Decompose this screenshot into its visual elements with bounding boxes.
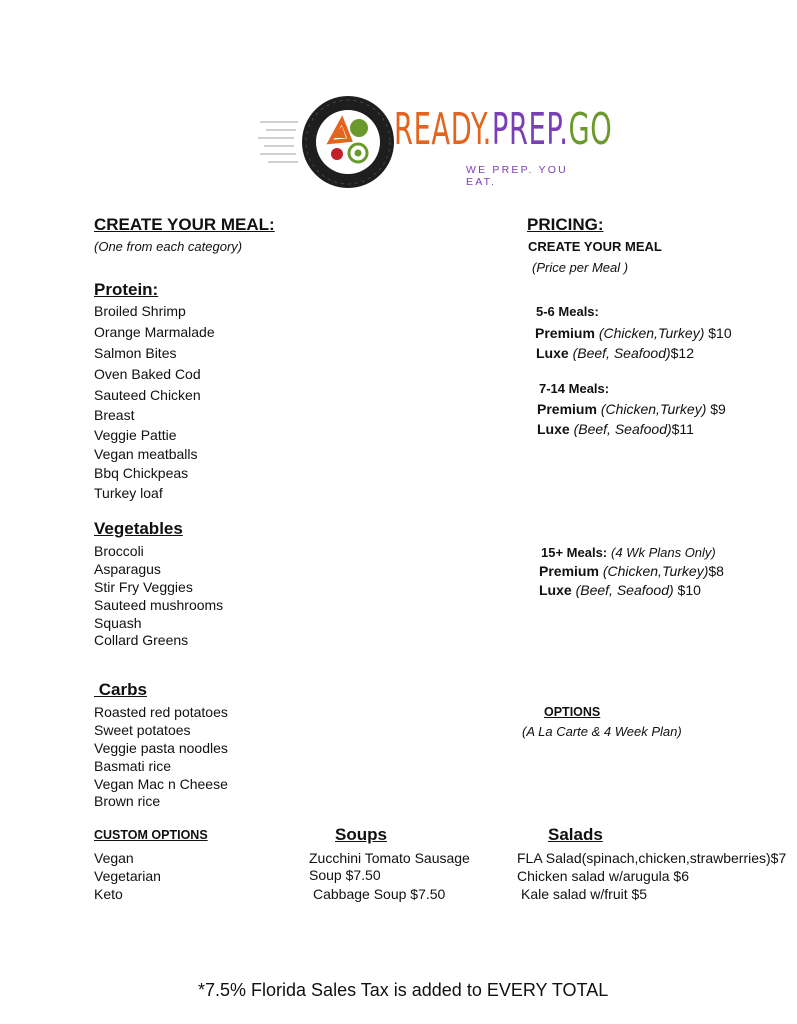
premium-label: Premium	[535, 325, 595, 341]
sales-tax-note: *7.5% Florida Sales Tax is added to EVERY TOTAL	[198, 980, 609, 1000]
list-item: Cabbage Soup $7.50	[313, 886, 446, 902]
tier-note: (4 Wk Plans Only)	[611, 545, 716, 560]
premium-desc: (Chicken,Turkey)	[602, 563, 709, 579]
premium-price: $10	[704, 325, 732, 341]
list-item: Vegan Mac n Cheese	[94, 776, 228, 792]
tier-luxe	[537, 421, 726, 441]
tier-7-14	[537, 381, 726, 441]
list-item: Kale salad w/fruit $5	[521, 886, 648, 902]
list-item: Oven Baked Cod	[94, 366, 201, 382]
list-item: Stir Fry Veggies	[94, 579, 193, 595]
create-meal-title: CREATE YOUR MEAL:	[94, 215, 275, 234]
list-item: Soup $7.50	[309, 867, 381, 883]
list-item: Asparagus	[94, 561, 161, 577]
salads-list	[517, 849, 786, 903]
list-item: Veggie Pattie	[94, 427, 177, 443]
protein-list	[94, 302, 215, 503]
luxe-price: $12	[670, 345, 694, 361]
list-item: Zucchini Tomato Sausage	[309, 850, 470, 866]
tier-premium	[537, 401, 726, 421]
protein-heading: Protein:	[94, 280, 159, 299]
vegetables-heading: Vegetables	[94, 519, 183, 538]
list-item: FLA Salad(spinach,chicken,strawberries)$7	[517, 850, 787, 866]
premium-price: $8	[708, 563, 724, 579]
premium-price: $9	[706, 401, 726, 417]
wheel-plate-icon	[258, 92, 394, 192]
tier-15-plus	[539, 544, 724, 601]
brand-wordmark	[394, 104, 612, 155]
list-item: Brown rice	[94, 793, 161, 809]
salads-heading: Salads	[548, 825, 603, 844]
brand-logo	[258, 92, 613, 192]
soups-list	[309, 849, 470, 903]
list-item: Sauteed mushrooms	[94, 597, 224, 613]
list-item: Broiled Shrimp	[94, 303, 186, 319]
list-item: Collard Greens	[94, 632, 189, 648]
list-item: Turkey loaf	[94, 485, 163, 501]
tier-label: 15+ Meals:	[541, 545, 608, 560]
tier-header	[541, 544, 724, 563]
luxe-price: $11	[671, 421, 694, 437]
brand-tagline: WE PREP. YOU EAT.	[466, 164, 568, 188]
list-item: Sauteed Chicken	[94, 387, 201, 403]
tier-luxe	[539, 582, 724, 601]
list-item: Vegetarian	[94, 868, 161, 884]
list-item: Veggie pasta noodles	[94, 740, 228, 756]
list-item: Squash	[94, 615, 142, 631]
list-item: Chicken salad w/arugula $6	[517, 868, 689, 884]
tier-premium	[539, 563, 724, 582]
luxe-label: Luxe	[539, 582, 572, 598]
options-title: OPTIONS	[544, 705, 601, 719]
list-item: Basmati rice	[94, 758, 172, 774]
premium-desc: (Chicken,Turkey)	[598, 325, 705, 341]
tier-luxe	[536, 345, 732, 365]
list-item: Roasted red potatoes	[94, 704, 228, 720]
carbs-list	[94, 703, 228, 809]
list-item: Orange Marmalade	[94, 324, 215, 340]
list-item: Vegan	[94, 850, 134, 866]
list-item: Vegan meatballs	[94, 446, 198, 462]
soups-heading: Soups	[335, 825, 387, 844]
list-item: Salmon Bites	[94, 345, 177, 361]
luxe-desc: (Beef, Seafood)	[572, 345, 671, 361]
tier-premium	[535, 325, 732, 345]
pricing-title: PRICING:	[527, 215, 604, 234]
premium-desc: (Chicken,Turkey)	[600, 401, 707, 417]
list-item: Bbq Chickpeas	[94, 465, 189, 481]
tier-label: 7-14 Meals:	[539, 381, 610, 396]
luxe-desc: (Beef, Seafood)	[575, 582, 674, 598]
premium-label: Premium	[537, 401, 597, 417]
pricing-subtitle: CREATE YOUR MEAL	[528, 239, 662, 254]
custom-options-heading: CUSTOM OPTIONS	[94, 828, 208, 842]
luxe-label: Luxe	[536, 345, 569, 361]
brand-word-go: GO	[568, 104, 613, 155]
list-item: Sweet potatoes	[94, 722, 191, 738]
luxe-label: Luxe	[537, 421, 570, 437]
options-subtitle: (A La Carte & 4 Week Plan)	[522, 724, 682, 739]
create-meal-subtitle: (One from each category)	[94, 239, 243, 254]
carbs-heading: Carbs	[94, 680, 147, 699]
custom-options-list	[94, 849, 161, 903]
tier-5-6	[536, 304, 732, 365]
luxe-price: $10	[673, 582, 701, 598]
tier-label: 5-6 Meals:	[536, 304, 599, 319]
list-item: Breast	[94, 407, 135, 423]
brand-word-prep: PREP.	[491, 104, 569, 155]
list-item: Keto	[94, 886, 123, 902]
luxe-desc: (Beef, Seafood)	[573, 421, 672, 437]
list-item: Broccoli	[94, 543, 144, 559]
premium-label: Premium	[539, 563, 599, 579]
brand-word-ready: READY.	[394, 104, 492, 155]
pricing-note: (Price per Meal )	[532, 260, 629, 275]
vegetables-list	[94, 542, 223, 648]
